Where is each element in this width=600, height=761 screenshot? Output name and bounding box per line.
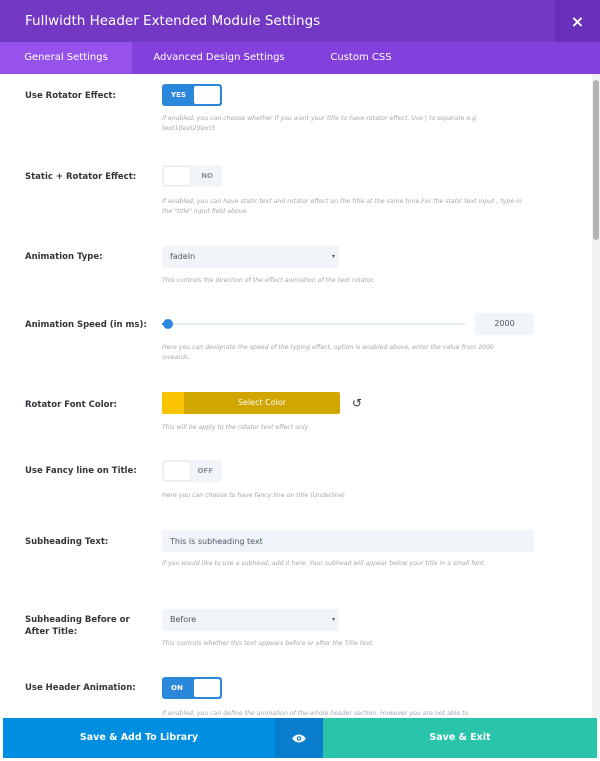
header-animation-description: If enabled, you can define the animation of the whole header section. However you are not able to (162, 710, 469, 717)
animation-speed-slider[interactable] (162, 318, 465, 330)
slider-handle[interactable] (163, 319, 173, 329)
reset-icon[interactable]: ↺ (352, 396, 363, 410)
tab-advanced-design-settings[interactable]: Advanced Design Settings (153, 52, 285, 63)
toggle-knob (194, 86, 220, 104)
toggle-state-text: ON (171, 684, 183, 692)
save-exit-button[interactable]: Save & Exit (323, 718, 597, 758)
rotator-font-color-picker[interactable] (162, 392, 340, 414)
toggle-knob (164, 462, 190, 480)
eye-icon (292, 734, 306, 743)
subheading-position-label: Subheading Before or (25, 615, 130, 625)
toggle-state-text: YES (171, 91, 186, 99)
static-rotator-label: Static + Rotator Effect: (25, 172, 137, 182)
tab-custom-css[interactable]: Custom CSS (330, 52, 392, 63)
modal-title: Fullwidth Header Extended Module Settings (25, 13, 321, 29)
animation-speed-label: Animation Speed (in ms): (25, 320, 147, 330)
rotator-effect-toggle[interactable] (162, 84, 222, 106)
modal-header (0, 0, 600, 42)
animation-speed-description: Here you can designate the speed of the typing effect, option is enabled above, enter the value from 2000 onwards. (162, 344, 494, 361)
modal-footer (0, 718, 600, 761)
animation-type-select[interactable] (162, 246, 339, 268)
settings-panel (0, 74, 592, 718)
animation-type-label: Animation Type: (25, 252, 103, 262)
close-icon: × (570, 11, 585, 31)
select-color-label: Select Color (237, 398, 287, 407)
toggle-knob (194, 679, 220, 697)
chevron-down-icon: ▾ (331, 616, 335, 623)
chevron-down-icon: ▾ (331, 253, 335, 260)
select-value: fadeIn (170, 252, 196, 261)
toggle-state-text: OFF (197, 467, 213, 475)
toggle-state-text: NO (201, 172, 213, 180)
fancy-line-description: Here you can choose to have fancy line on title (Underline) (162, 492, 345, 499)
rotator-effect-description: If enabled, you can choose whether if you want your title to have rotator effect. Use | to separate e.g text1|text2|text3 (162, 115, 477, 132)
toggle-knob (164, 167, 190, 185)
subheading-position-label-line2: After Title: (25, 627, 78, 637)
color-swatch (162, 392, 184, 414)
subheading-text-input[interactable] (162, 530, 534, 552)
subheading-text-description: If you would like to use a subhead, add it here. Your subhead will appear below your title in a small font. (162, 560, 486, 567)
fancy-line-toggle[interactable] (162, 460, 222, 482)
scrollbar[interactable] (592, 74, 600, 718)
header-animation-toggle[interactable] (162, 677, 222, 699)
tab-general-settings[interactable]: General Settings (0, 42, 132, 74)
rotator-font-color-label: Rotator Font Color: (25, 400, 118, 410)
tab-bar (0, 42, 600, 74)
preview-button[interactable] (275, 718, 323, 758)
slider-track (162, 323, 465, 325)
animation-speed-input[interactable]: 2000 (475, 313, 534, 335)
subheading-position-select[interactable] (162, 609, 339, 631)
animation-type-description: This controls the direction of the effect animation of the text rotator. (162, 277, 375, 284)
rotator-font-color-description: This will be apply to the rotator text effect only (162, 424, 309, 431)
subheading-text-label: Subheading Text: (25, 537, 109, 547)
fancy-line-label: Use Fancy line on Title: (25, 466, 137, 476)
static-rotator-description: If enabled, you can have static text and rotator effect on the title at the same time.For the static text input , type in the "title" input field above. (162, 198, 522, 215)
header-animation-label: Use Header Animation: (25, 683, 136, 693)
save-add-to-library-button[interactable]: Save & Add To Library (3, 718, 275, 758)
select-value: Before (170, 615, 197, 624)
scrollbar-thumb[interactable] (593, 80, 599, 240)
subheading-position-description: This controls whether this text appears before or after the Title text. (162, 640, 375, 647)
close-button[interactable] (555, 0, 600, 42)
rotator-effect-label: Use Rotator Effect: (25, 91, 116, 101)
static-rotator-toggle[interactable] (162, 165, 222, 187)
